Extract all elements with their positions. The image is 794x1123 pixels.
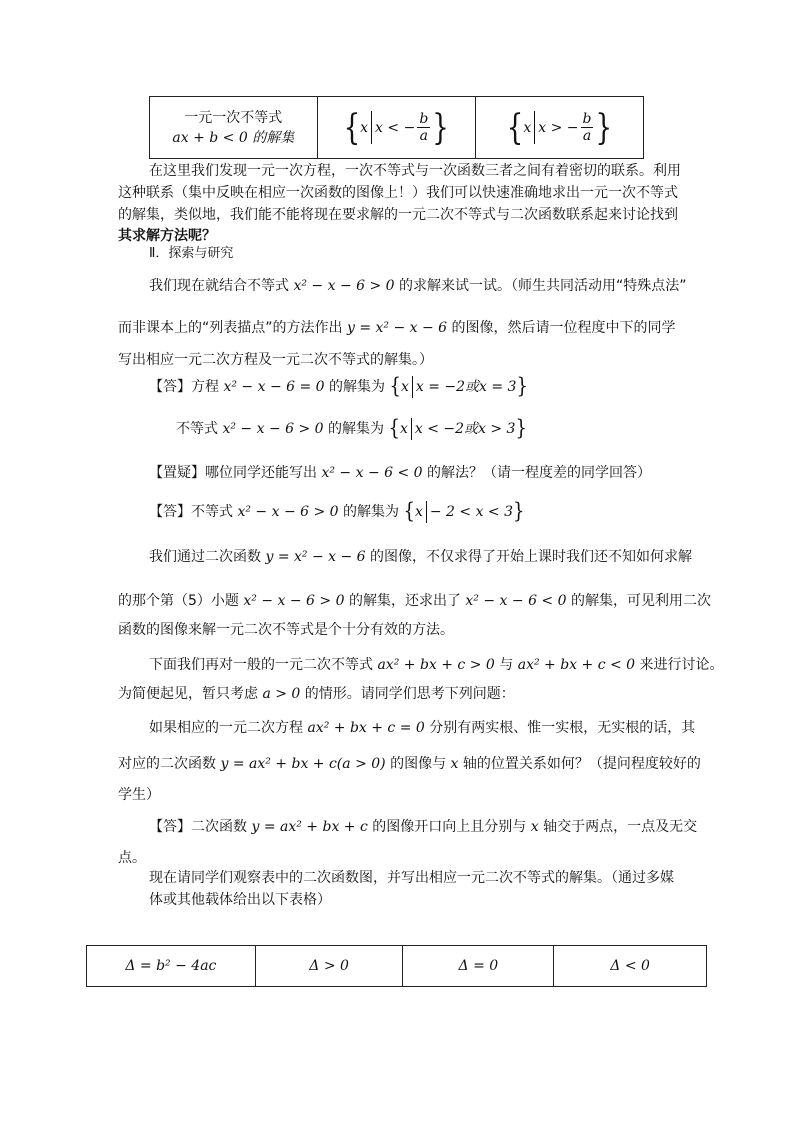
inline-variable: x (530, 819, 539, 835)
inline-variable: x (450, 756, 459, 772)
text-span: 的求解来试一试。（师生共同活动用“特殊点法” (399, 278, 687, 294)
paragraph-line (118, 753, 701, 775)
text-span: 的解集为 (329, 379, 386, 395)
text-span: 【答】二次函数 (149, 819, 247, 835)
text-span: 与 (499, 657, 514, 673)
paragraph-line: 学生） (118, 787, 160, 803)
paragraph-line (149, 717, 695, 739)
inline-formula: x² − x − 6 > 0 (243, 593, 345, 609)
paragraph-line: 现在请同学们观察表中的二次函数图，并写出相应一元二次不等式的解集。（通过多媒 (149, 870, 674, 886)
header-discriminant: Δ = b² − 4ac (87, 946, 256, 987)
solution-set-2: { x x > − $\frac{b}{a}$ } (506, 107, 613, 148)
set-condition: x > − (538, 119, 579, 136)
paragraph-line: 体或其他载体给出以下表格） (149, 892, 331, 908)
row-label-line1: 一元一次不等式 (184, 109, 283, 126)
text-span: 对应的二次函数 (118, 756, 216, 772)
text-span: 来进行讨论。 (639, 657, 724, 673)
paragraph-line (118, 317, 676, 339)
inline-formula: y = ax² + bx + c (251, 819, 368, 835)
inline-formula: y = x² − x − 6 (346, 320, 448, 336)
solution-set-1: { x x < − $\frac{b}{a}$ } (343, 107, 449, 148)
set-condition: − 2 < x < 3 (429, 504, 513, 520)
text-span: 的解集，还求出了 (348, 593, 461, 609)
set-condition: x = −2或x = 3 (415, 379, 517, 395)
text-span: 的解集为 (343, 504, 400, 520)
set-condition: x < − (375, 119, 416, 136)
paragraph-line: 在这里我们发现一元一次方程，一次不等式与一次函数三者之间有着密切的联系。利用 (149, 163, 681, 179)
inline-formula: ax² + bx + c = 0 (307, 720, 425, 736)
set-variable: x (399, 421, 408, 437)
solution-set-cell-1 (317, 97, 475, 159)
text-span: 轴的位置关系如何？（提问程度较好的 (462, 756, 701, 772)
inline-formula: y = x² − x − 6 (265, 549, 366, 565)
text-span: 的图像，然后请一位程度中下的同学 (451, 320, 676, 336)
inline-formula: a > 0 (262, 686, 301, 702)
text-span: 为简便起见，暂只考虑 (118, 686, 258, 702)
fraction-denominator: a (419, 128, 428, 144)
text-span: 的解集为 (328, 421, 385, 437)
answer-line (149, 373, 528, 399)
text-span: 【答】不等式 (149, 504, 233, 520)
table-row (150, 97, 644, 159)
text-span: 分别有两实根、惟一实根，无实根的话，其 (429, 720, 696, 736)
table-header-row (87, 946, 707, 987)
question-line (149, 462, 651, 484)
inline-formula: ax² + bx + c > 0 (377, 657, 495, 673)
paragraph-line (149, 546, 692, 568)
fraction-denominator: a (582, 128, 592, 144)
row-label-cell (150, 97, 318, 159)
text-span: 下面我们再对一般的一元二次不等式 (149, 657, 373, 673)
paragraph-line (149, 654, 724, 676)
fraction-numerator: b (419, 111, 429, 127)
text-span: 的解法？（请一程度差的同学回答） (427, 465, 652, 481)
text-span: 的图像开口向上且分别与 (372, 819, 527, 835)
fraction (417, 111, 430, 144)
discriminant-table (86, 945, 707, 987)
paragraph-line (118, 590, 711, 612)
header-delta-positive: Δ > 0 (255, 946, 403, 987)
answer-line (149, 498, 525, 524)
section-heading: Ⅱ．探索与研究 (149, 246, 234, 261)
paragraph-line: 这种联系（集中反映在相应一次函数的图像上！）我们可以快速准确地求出一元一次不等式 (118, 185, 678, 201)
inline-formula: x² − x − 6 > 0 (237, 504, 339, 520)
paragraph-line (149, 275, 687, 297)
set-variable: x (360, 119, 369, 136)
text-span: 【答】方程 (149, 379, 219, 395)
text-span: 的情形。请同学们思考下列问题： (304, 686, 515, 702)
solution-set: { x − 2 < x < 3 } (403, 498, 525, 524)
text-span: 的图像与 (390, 756, 447, 772)
paragraph-line: 其求解方法呢？ (118, 228, 216, 244)
text-span: 如果相应的一元二次方程 (149, 720, 303, 736)
solution-set: { x x = −2或x = 3 } (389, 373, 528, 399)
text-span: 【置疑】哪位同学还能写出 (149, 465, 317, 481)
row-label-line2: ax + b < 0 的解集 (172, 129, 295, 146)
text-span: 轴交于两点，一点及无交 (543, 819, 698, 835)
set-condition: x < −2或x > 3 (414, 421, 516, 437)
linear-inequality-table (149, 96, 644, 159)
inline-formula: x² − x − 6 = 0 (223, 379, 325, 395)
set-variable: x (400, 379, 409, 395)
header-delta-negative: Δ < 0 (554, 946, 707, 987)
paragraph-line: 函数的图像来解一元二次不等式是个十分有效的方法。 (118, 622, 454, 638)
inline-formula: x² − x − 6 < 0 (465, 593, 567, 609)
solution-set-cell-2 (475, 97, 643, 159)
fraction (581, 111, 594, 144)
set-variable: x (414, 504, 423, 520)
answer-line (149, 816, 697, 838)
paragraph-line: 点。 (118, 850, 146, 866)
text-span: 的图像，不仅求得了开始上课时我们还不知如何求解 (370, 549, 693, 565)
text-span: 而非课本上的“列表描点”的方法作出 (118, 320, 343, 336)
text-span: 不等式 (176, 421, 218, 437)
paragraph-line (118, 683, 515, 705)
fraction-numerator: b (582, 111, 592, 127)
text-span: 我们现在就结合不等式 (149, 278, 289, 294)
inline-formula: x² − x − 6 > 0 (222, 421, 324, 437)
inline-formula: x² − x − 6 > 0 (293, 278, 395, 294)
text-span: 我们通过二次函数 (149, 549, 261, 565)
inline-formula: x² − x − 6 < 0 (321, 465, 423, 481)
inline-formula: ax² + bx + c < 0 (517, 657, 636, 673)
text-span: 的那个第（5）小题 (118, 593, 239, 609)
set-variable: x (523, 119, 532, 136)
answer-line (176, 415, 527, 441)
header-delta-zero: Δ = 0 (403, 946, 554, 987)
inline-formula: y = ax² + bx + c(a > 0) (220, 756, 386, 772)
solution-set: { x x < −2或x > 3 } (388, 415, 527, 441)
text-span: 的解集，可见利用二次 (570, 593, 711, 609)
paragraph-line: 写出相应一元二次方程及一元二次不等式的解集。） (118, 352, 433, 368)
paragraph-line: 的解集，类似地，我们能不能将现在要求解的一元二次不等式与二次函数联系起来讨论找到 (118, 207, 678, 223)
